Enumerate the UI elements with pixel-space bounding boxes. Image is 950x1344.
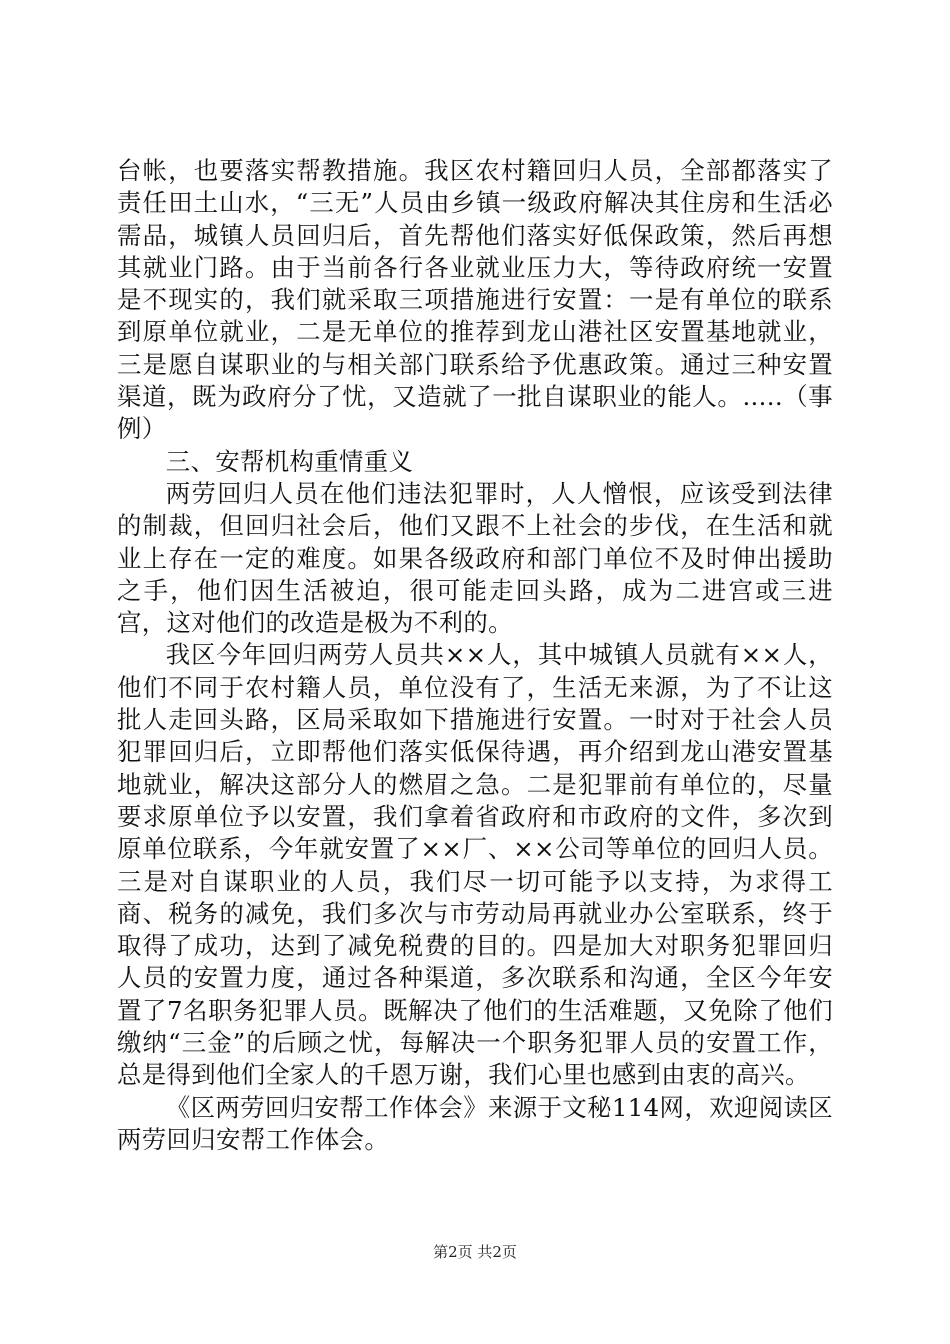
paragraph-background: 两劳回归人员在他们违法犯罪时，人人憎恨，应该受到法律的制裁，但回归社会后，他们又跟不上社会的步伐，在生活和就业上存在一定的难度。如果各级政府和部门单位不及时伸出援助之手，他们因生活被迫，很可能走回头路，成为二进宫或三进宫，这对他们的改造是极为不利的。 xyxy=(117,478,833,638)
page-number-footer: 第2页 共2页 xyxy=(433,1243,517,1261)
section-heading: 三、安帮机构重情重义 xyxy=(165,446,414,476)
paragraph-measures: 我区今年回归两劳人员共××人，其中城镇人员就有××人，他们不同于农村籍人员，单位没有了，生活无来源，为了不让这批人走回头路，区局采取如下措施进行安置。一时对于社会人员犯罪回归后，立即帮他们落实低保待遇，再介绍到龙山港安置基地就业，解决这部分人的燃眉之急。二是犯罪前有单位的，尽量要求原单位予以安置，我们拿着省政府和市政府的文件，多次到原单位联系，今年就安置了××厂、××公司等单位的回归人员。三是对自谋职业的人员，我们尽一切可能予以支持，为求得工商、税务的减免，我们多次与市劳动局再就业办公室联系，终于取得了成功，达到了减免税费的目的。四是加大对职务犯罪回归人员的安置力度，通过各种渠道，多次联系和沟通，全区今年安置了7名职务犯罪人员。既解决了他们的生活难题，又免除了他们缴纳“三金”的后顾之忧，每解决一个职务犯罪人员的安置工作，总是得到他们全家人的千恩万谢，我们心里也感到由衷的高兴。 xyxy=(117,640,833,1090)
paragraph-continuation: 台帐，也要落实帮教措施。我区农村籍回归人员，全部都落实了责任田土山水，“三无”人员由乡镇一级政府解决其住房和生活必需品，城镇人员回归后，首先帮他们落实好低保政策，然后再想其就业门路。由于当前各行各业就业压力大，等待政府统一安置是不现实的，我们就采取三项措施进行安置：一是有单位的联系到原单位就业，二是无单位的推荐到龙山港社区安置基地就业，三是愿自谋职业的与相关部门联系给予优惠政策。通过三种安置渠道，既为政府分了忧，又造就了一批自谋职业的能人。.....（事例） xyxy=(117,156,833,444)
document-body xyxy=(117,155,833,1156)
paragraph-source-note: 《区两劳回归安帮工作体会》来源于文秘114网，欢迎阅读区两劳回归安帮工作体会。 xyxy=(117,1092,833,1154)
